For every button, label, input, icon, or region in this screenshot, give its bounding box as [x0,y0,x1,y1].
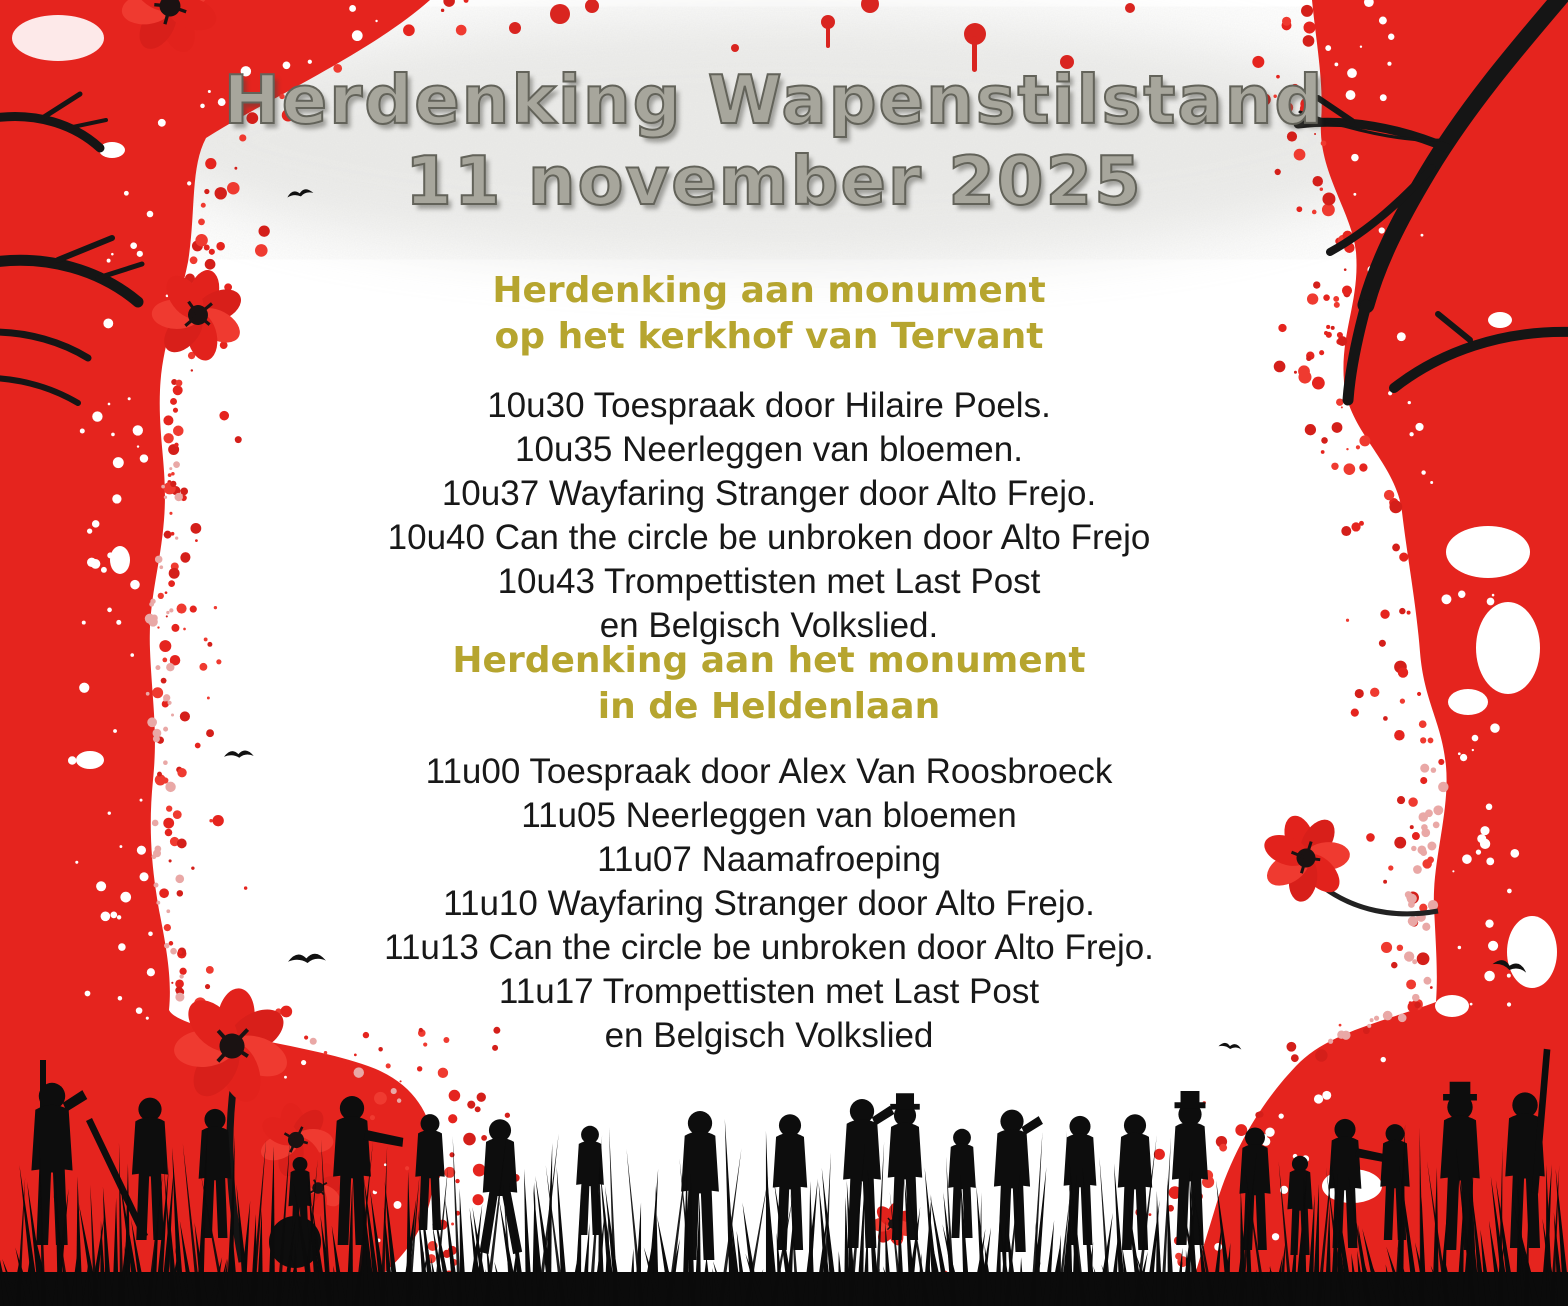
heading-2-line-1: Herdenking aan het monument [452,640,1086,681]
title-line-2: 11 november 2025 [405,142,1143,220]
schedule-item: 10u30 Toespraak door Hilaire Poels. [487,386,1051,425]
title-line-1: Herdenking Wapenstilstand [223,61,1325,139]
schedule-item: 10u40 Can the circle be unbroken door Alto Frejo [387,518,1151,557]
schedule-item: 11u00 Toespraak door Alex Van Roosbroeck [425,752,1113,791]
schedule-item: 11u05 Neerleggen van bloemen [521,796,1017,835]
schedule-item: en Belgisch Volkslied [604,1016,934,1055]
schedule-item: 11u07 Naamafroeping [597,840,941,879]
bird-icons [224,188,1528,1051]
schedule-item: en Belgisch Volkslied. [599,606,939,645]
heading-2-line-2: in de Heldenlaan [597,686,941,727]
schedule-item: 10u35 Neerleggen van bloemen. [515,430,1023,469]
schedule-item: 11u17 Trompettisten met Last Post [498,972,1040,1011]
schedule-item: 10u37 Wayfaring Stranger door Alto Frejo. [441,474,1097,513]
schedule-item: 11u13 Can the circle be unbroken door Alto Frejo. [384,928,1154,967]
schedule-item: 10u43 Trompettisten met Last Post [497,562,1041,601]
heading-1-line-1: Herdenking aan monument [492,270,1046,311]
schedule-item: 11u10 Wayfaring Stranger door Alto Frejo. [443,884,1095,923]
heading-1-line-2: op het kerkhof van Tervant [494,316,1044,357]
